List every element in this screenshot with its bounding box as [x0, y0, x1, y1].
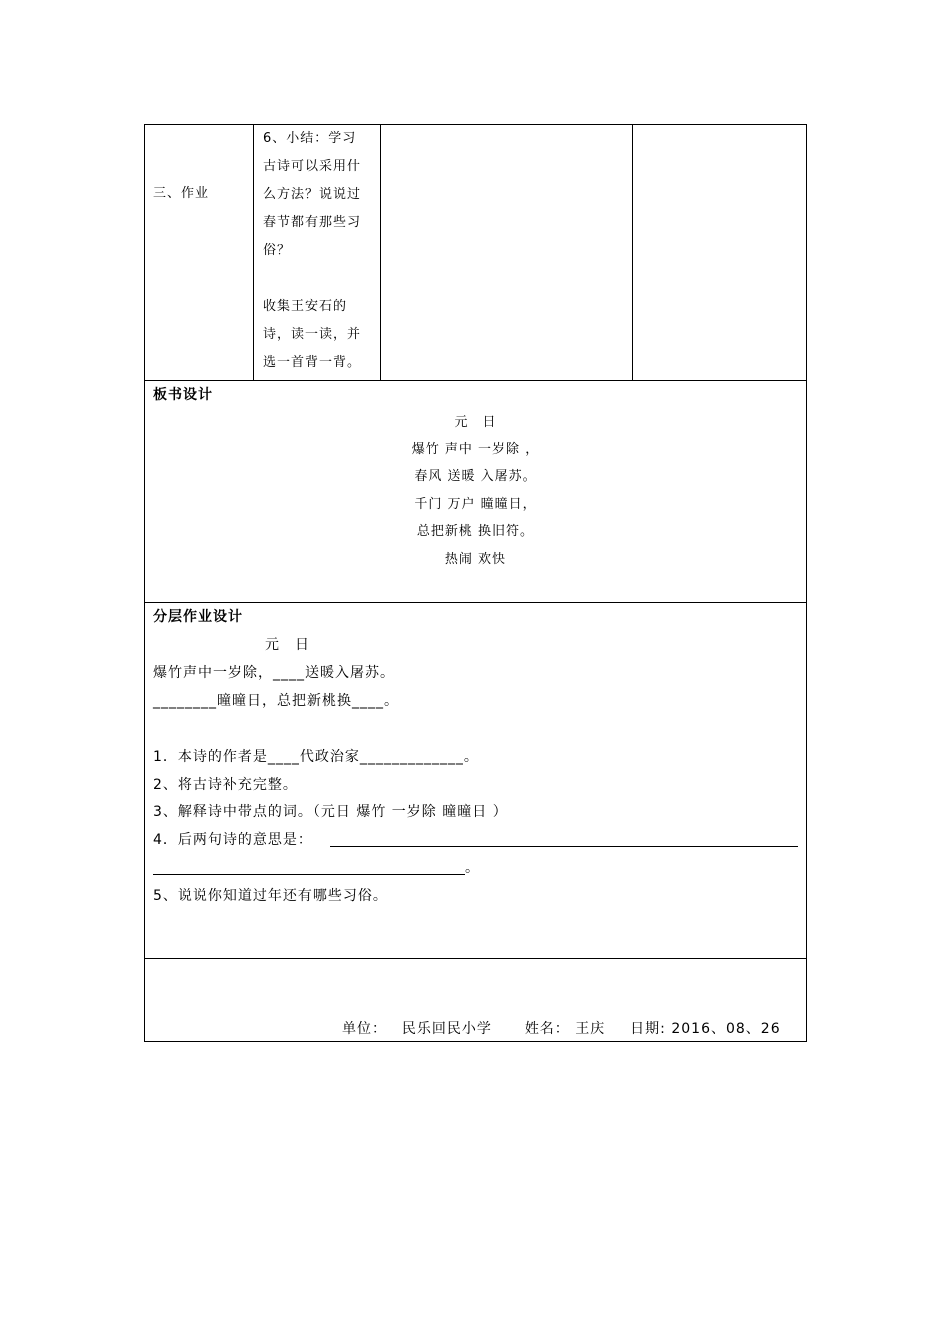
answer-line: [330, 846, 798, 847]
column-divider: [380, 125, 381, 380]
date-label: 日期:: [630, 1021, 666, 1037]
question-3: 3、解释诗中带点的词。（元日 爆竹 一岁除 曈曈日 ）: [153, 804, 508, 820]
worksheet-poem-title: 元 日: [265, 637, 310, 653]
footer-info: [342, 1015, 781, 1043]
homework-line: 诗，读一读，并: [263, 327, 362, 342]
lesson-line: 俗？: [263, 243, 292, 258]
name-label: 姓名：: [524, 1021, 570, 1037]
date-value: 2016、08、26: [671, 1021, 781, 1037]
answer-line: [153, 874, 465, 875]
section-label: 三、作业: [153, 186, 210, 201]
board-poem-line: 爆竹 声中 一岁除 ，: [411, 442, 540, 457]
column-divider: [632, 125, 633, 380]
name-value: 王庆: [575, 1021, 606, 1037]
question-5: 5、说说你知道过年还有哪些习俗。: [153, 888, 388, 904]
board-keywords: 热闹 欢快: [444, 552, 507, 567]
board-poem-line: 总把新桃 换旧符。: [416, 524, 535, 539]
homework-line: 选一首背一背。: [263, 355, 362, 370]
answer-end-mark: 。: [465, 860, 480, 876]
board-poem-title: 元 日: [454, 415, 497, 430]
worksheet-poem-line: 爆竹声中一岁除，____送暖入屠苏。: [153, 665, 395, 681]
lesson-plan-table: [144, 124, 807, 1042]
lesson-line: 6、小结：学习: [263, 131, 357, 146]
column-divider: [253, 125, 254, 380]
question-4: 4．后两句诗的意思是：: [153, 832, 313, 848]
board-design-heading: 板书设计: [153, 387, 213, 403]
homework-line: 收集王安石的: [263, 299, 348, 314]
question-2: 2、将古诗补充完整。: [153, 777, 298, 793]
board-poem-line: 春风 送暖 入屠苏。: [414, 469, 537, 484]
row-divider: [145, 380, 806, 381]
unit-value: 民乐回民小学: [401, 1021, 492, 1037]
lesson-line: 么方法？说说过: [263, 187, 362, 202]
row-divider: [145, 602, 806, 603]
tiered-homework-heading: 分层作业设计: [153, 609, 243, 625]
worksheet-poem-line: ________曈曈日，总把新桃换____。: [153, 693, 399, 709]
row-divider: [145, 958, 806, 959]
lesson-line: 春节都有那些习: [263, 215, 362, 230]
unit-label: 单位：: [342, 1021, 387, 1037]
lesson-line: 古诗可以采用什: [263, 159, 362, 174]
question-1: 1．本诗的作者是____代政治家_____________。: [153, 749, 479, 765]
board-poem-line: 千门 万户 曈曈日，: [414, 497, 537, 512]
